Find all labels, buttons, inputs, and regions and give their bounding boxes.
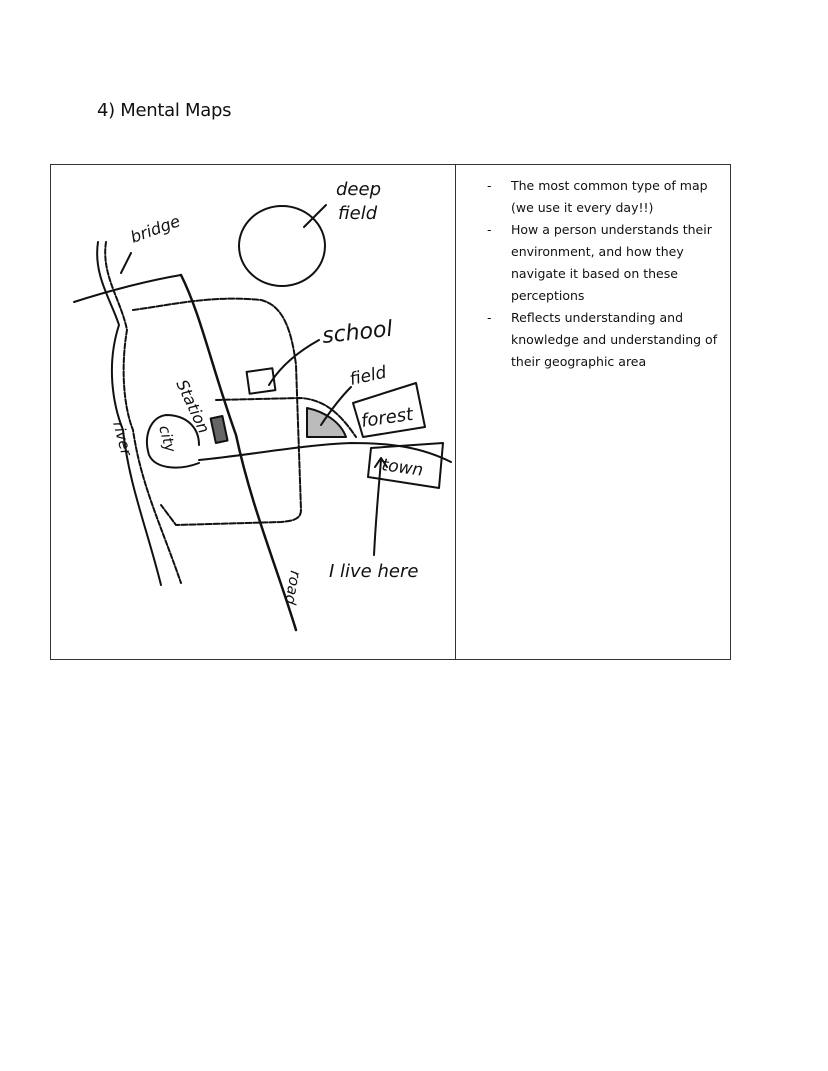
deep-field-leader	[304, 205, 326, 227]
label-school: school	[321, 316, 394, 349]
note-item	[483, 219, 728, 307]
label-deep-field: field	[338, 203, 378, 224]
river-bank-left	[97, 242, 161, 585]
label-town: town	[380, 455, 425, 481]
bullet-dash: -	[487, 222, 492, 237]
field-area	[307, 408, 346, 437]
bridge-leader	[121, 253, 131, 273]
mental-map-sketch	[51, 165, 455, 659]
label-road: road	[281, 569, 305, 606]
note-text: Reflects understanding and knowledge and understanding of their geographic area	[511, 310, 718, 369]
section-heading: 4) Mental Maps	[97, 100, 232, 121]
note-text: The most common type of map (we use it every day!!)	[511, 178, 708, 215]
label-city: city	[155, 423, 180, 455]
label-field: field	[347, 362, 389, 390]
main-road	[181, 275, 296, 630]
note-text: How a person understands their environment, and how they navigate it based on these perceptions	[511, 222, 712, 303]
station-building	[211, 416, 228, 443]
label-station: Station	[172, 376, 214, 437]
bullet-dash: -	[487, 178, 492, 193]
block-outline	[133, 299, 301, 525]
content-table	[50, 164, 731, 660]
note-item	[483, 307, 728, 373]
column-divider	[455, 165, 456, 659]
label-forest: forest	[359, 403, 415, 432]
note-item	[483, 175, 728, 219]
field-leader	[321, 387, 351, 425]
bullet-dash: -	[487, 310, 492, 325]
label-river: river	[109, 419, 136, 458]
label-bridge: bridge	[127, 211, 183, 247]
label-i-live-here: I live here	[329, 561, 419, 582]
label-deep: deep	[336, 179, 381, 200]
notes-list	[483, 175, 728, 373]
top-road	[74, 275, 181, 302]
